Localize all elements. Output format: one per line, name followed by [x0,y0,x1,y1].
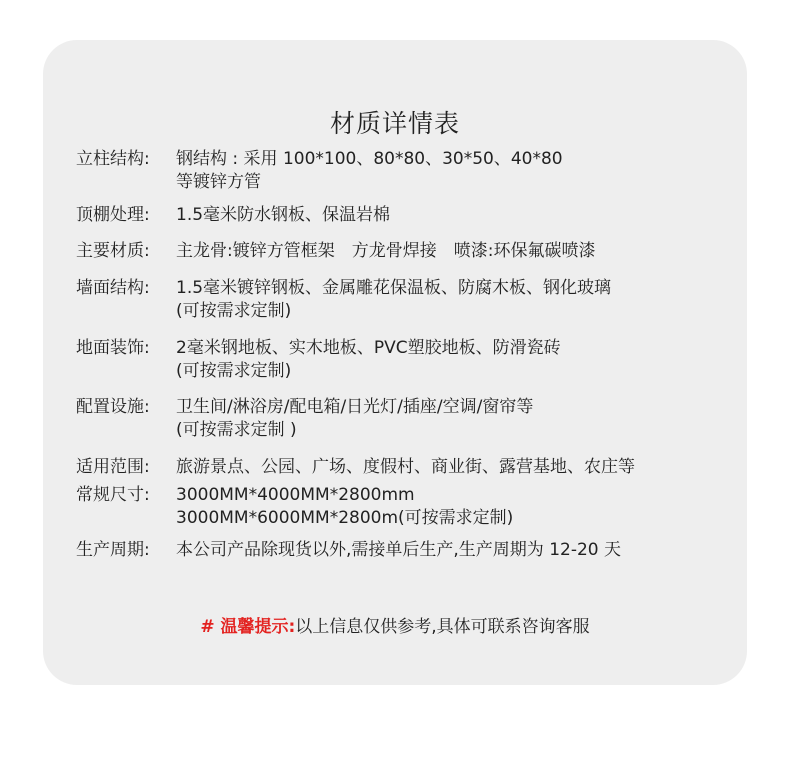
row-label: 适用范围: [76,457,150,477]
row-value-line: 本公司产品除现货以外,需接单后生产,生产周期为 12-20 天 [176,540,622,560]
row-value-line: (可按需求定制) [176,301,292,321]
row-value [176,456,736,479]
row-label: 墙面结构: [76,278,150,298]
row-value-line: 1.5毫米镀锌钢板、金属雕花保温板、防腐木板、钢化玻璃 [176,278,612,298]
row-standard-size [76,484,736,530]
row-label: 配置设施: [76,397,150,417]
material-details-card [43,40,747,685]
row-value-line: 卫生间/淋浴房/配电箱/日光灯/插座/空调/窗帘等 [176,397,534,417]
row-value-line: 旅游景点、公园、广场、度假村、商业街、露营基地、农庄等 [176,457,635,477]
row-label: 常规尺寸: [76,485,150,505]
row-value-line: (可按需求定制 ) [176,420,297,440]
page-title: 材质详情表 [329,109,460,138]
row-applicable-scope [76,456,736,479]
row-value-line: 1.5毫米防水钢板、保温岩棉 [176,205,391,225]
row-value-line: 主龙骨:镀锌方管框架 方龙骨焊接 喷漆:环保氟碳喷漆 [176,241,596,261]
row-value [176,337,736,383]
row-value [176,148,736,194]
row-value [176,277,736,323]
row-value-line: 3000MM*4000MM*2800mm [176,485,415,505]
row-value-line: 2毫米钢地板、实木地板、PVC塑胶地板、防滑瓷砖 [176,338,561,358]
row-value-line: 3000MM*6000MM*2800m(可按需求定制) [176,508,514,528]
row-value-line: (可按需求定制) [176,361,292,381]
row-label: 生产周期: [76,540,150,560]
row-value-line: 等镀锌方管 [176,172,261,192]
row-value [176,396,736,442]
row-main-materials [76,240,736,263]
row-value [176,204,736,227]
row-label: 地面装饰: [76,338,150,358]
row-label: 主要材质: [76,241,150,261]
row-label: 顶棚处理: [76,205,150,225]
row-wall-structure [76,277,736,323]
row-value [176,240,736,263]
details-list [76,148,736,562]
row-roof-treatment [76,204,736,227]
row-column-structure [76,148,736,194]
row-production-cycle [76,539,736,562]
warm-tip [43,616,747,639]
warm-tip-text: 以上信息仅供参考,具体可联系咨询客服 [295,617,590,637]
warm-tip-label: # 温馨提示: [200,617,296,637]
row-label: 立柱结构: [76,149,150,169]
row-value-line: 钢结构 : 采用 100*100、80*80、30*50、40*80 [176,149,563,169]
row-value [176,484,736,530]
row-floor-decoration [76,337,736,383]
row-value [176,539,736,562]
row-facilities [76,396,736,442]
